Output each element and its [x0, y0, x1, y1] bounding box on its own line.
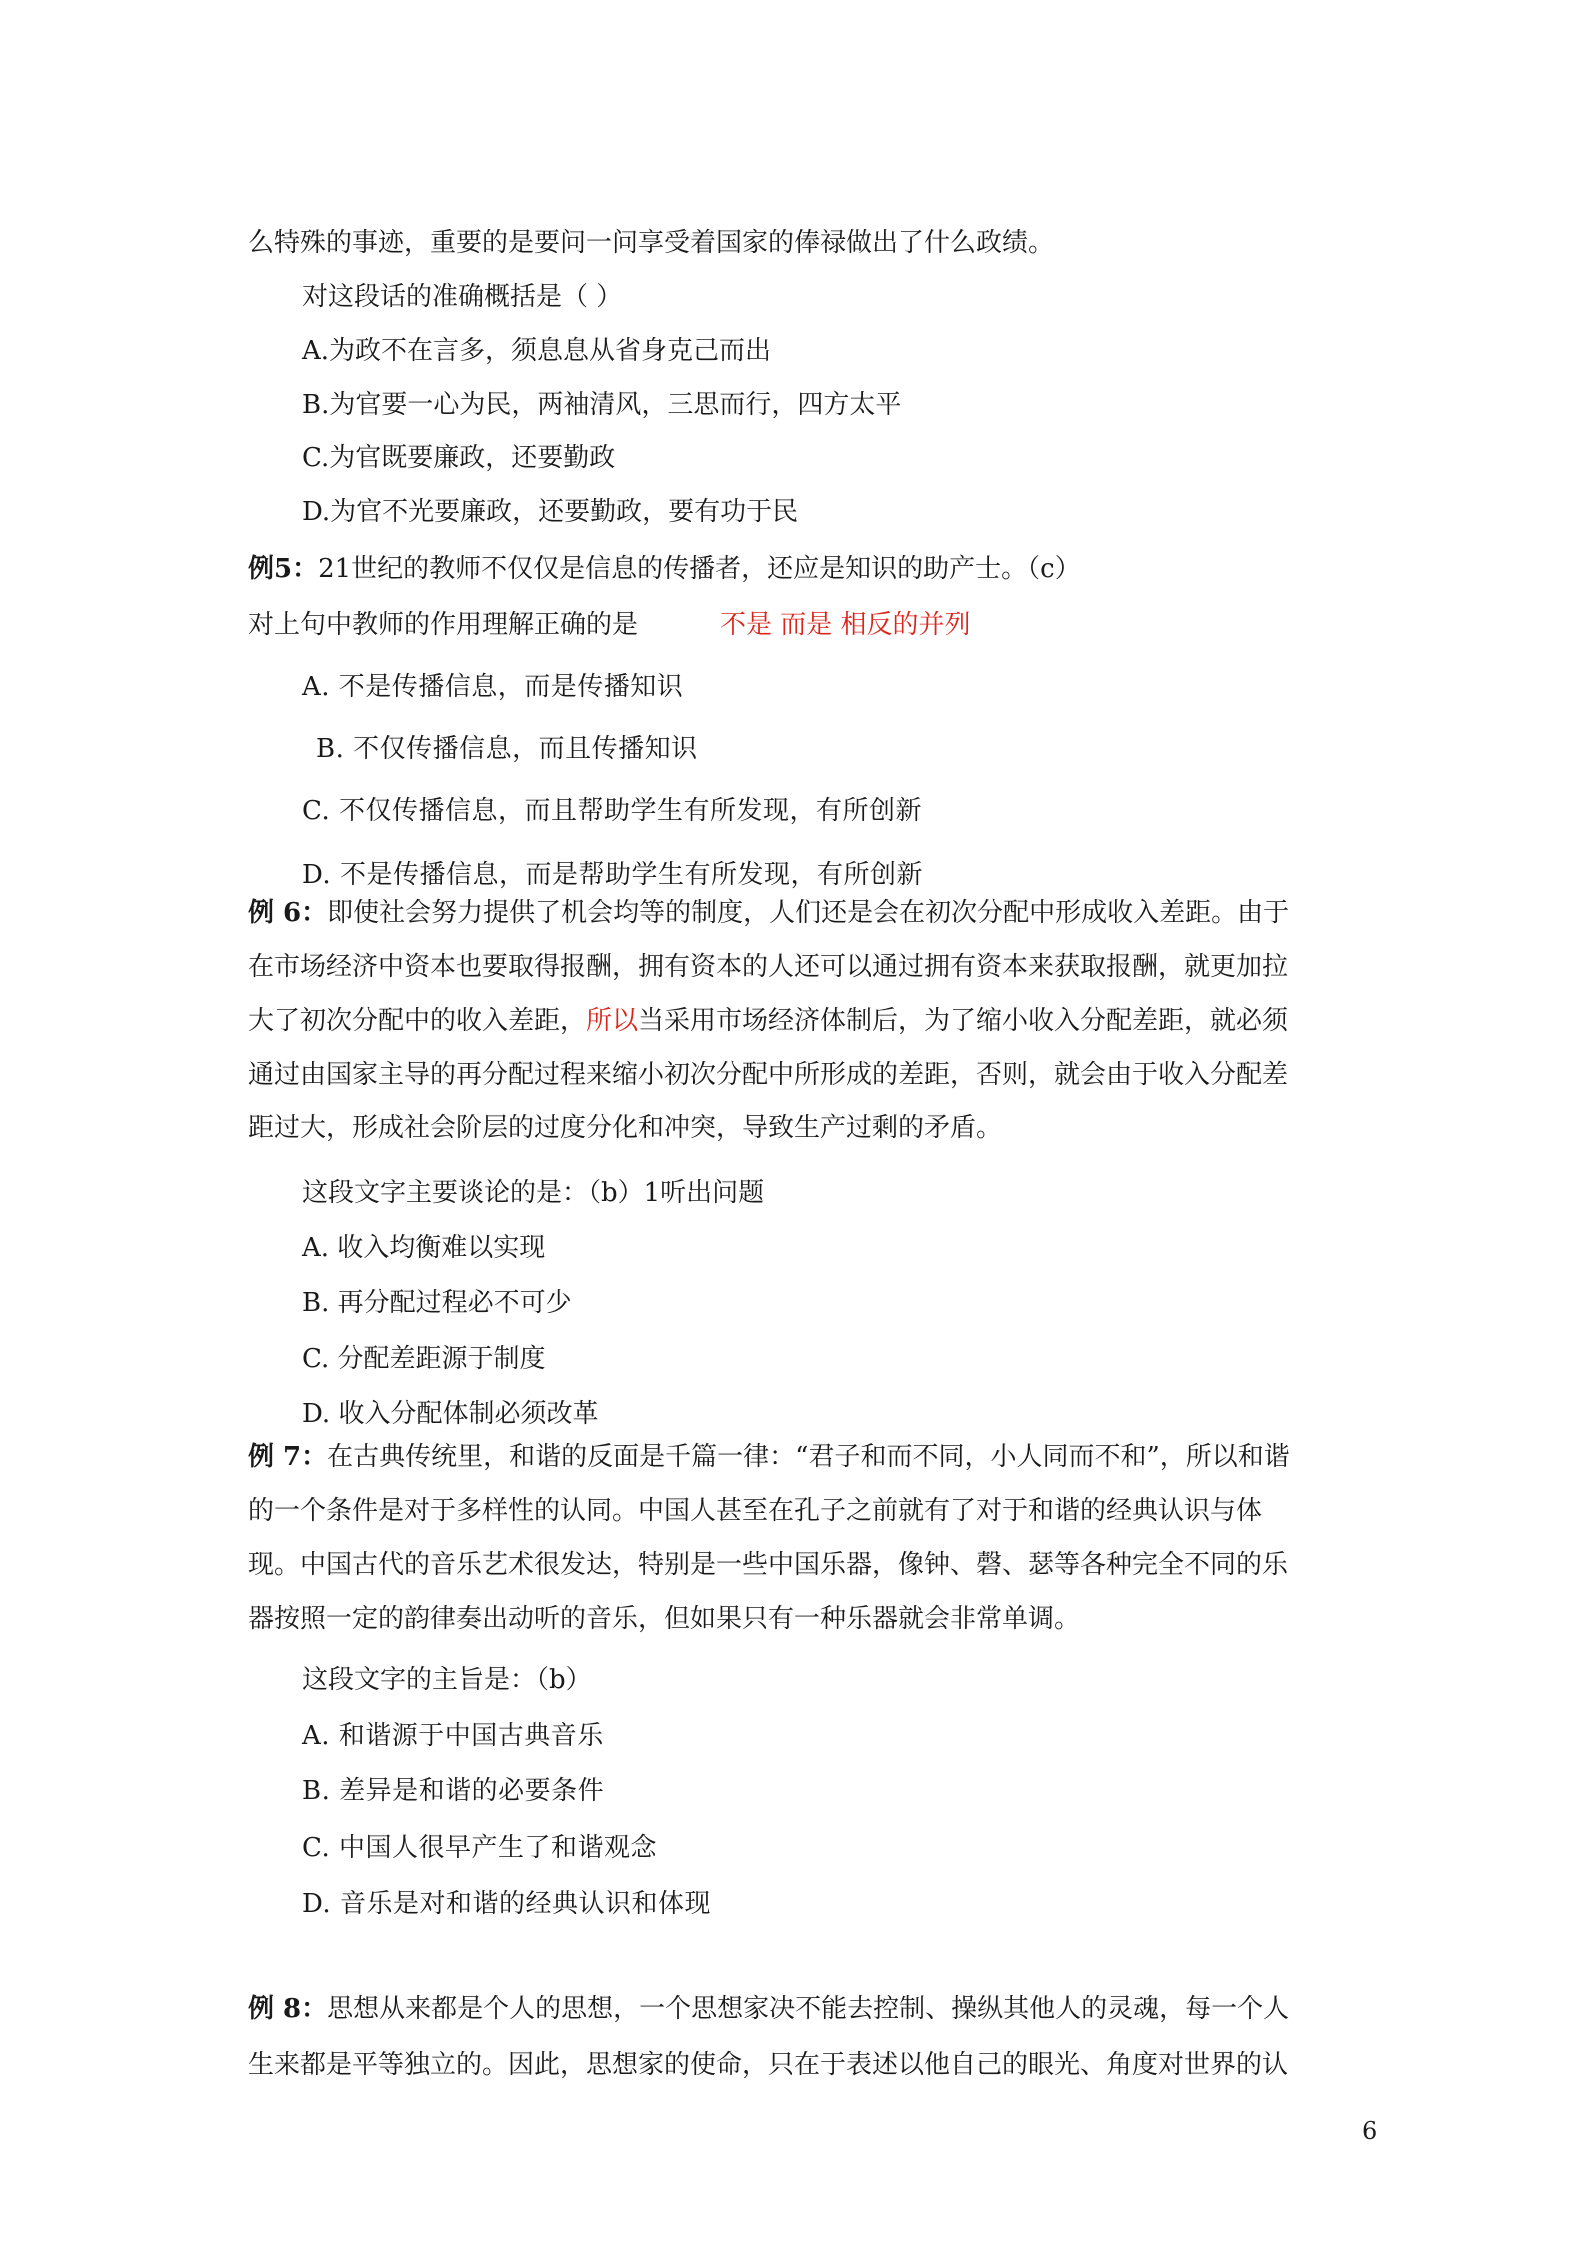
example-6-line-2: 在市场经济中资本也要取得报酬，拥有资本的人还可以通过拥有资本来获取报酬，就更加拉: [248, 952, 1289, 982]
example-7-label: 例 7：: [248, 1442, 328, 1472]
example-7-line-1-text: 在古典传统里，和谐的反面是千篇一律：“君子和而不同，小人同而不和”，所以和谐: [327, 1442, 1290, 1472]
example-7-line-4: 器按照一定的韵律奏出动听的音乐，但如果只有一种乐器就会非常单调。: [248, 1604, 1081, 1634]
example-8-label: 例 8：: [248, 1994, 328, 2024]
example-8-line-1-text: 思想从来都是个人的思想，一个思想家决不能去控制、操纵其他人的灵魂，每一个人: [327, 1994, 1290, 2024]
example-6-option-b: B. 再分配过程必不可少: [302, 1288, 572, 1318]
example-6-option-a: A. 收入均衡难以实现: [302, 1233, 546, 1263]
example-6-line-3-pre: 大了初次分配中的收入差距，: [248, 1006, 587, 1036]
example-5-prompt: 对上句中教师的作用理解正确的是: [248, 610, 639, 640]
example-5-label: 例5：: [248, 554, 319, 584]
example-6-label: 例 6：: [248, 898, 328, 928]
example-6-prompt: 这段文字主要谈论的是：（b）1听出问题: [302, 1178, 765, 1208]
example-7-line-1: [248, 1442, 1290, 1473]
example-8-line-1: [248, 1994, 1289, 2025]
example-6-option-d: D. 收入分配体制必须改革: [302, 1399, 599, 1429]
example-5-heading: [248, 554, 1081, 585]
example-5-option-c: C. 不仅传播信息，而且帮助学生有所发现，有所创新: [302, 796, 922, 826]
example-6-line-4: 通过由国家主导的再分配过程来缩小初次分配中所形成的差距，否则，就会由于收入分配差: [248, 1060, 1289, 1090]
example-8-line-2: 生来都是平等独立的。因此，思想家的使命，只在于表述以他自己的眼光、角度对世界的认: [248, 2050, 1289, 2080]
example-6-line-1-text: 即使社会努力提供了机会均等的制度，人们还是会在初次分配中形成收入差距。由于: [327, 898, 1290, 928]
example-7-option-c: C. 中国人很早产生了和谐观念: [302, 1833, 657, 1863]
example-7-option-d: D. 音乐是对和谐的经典认识和体现: [302, 1889, 711, 1919]
intro-option-a: A.为政不在言多，须息息从省身克己而出: [302, 336, 772, 366]
example-7-line-3: 现。中国古代的音乐艺术很发达，特别是一些中国乐器，像钟、磬、瑟等各种完全不同的乐: [248, 1550, 1289, 1580]
example-7-line-2: 的一个条件是对于多样性的认同。中国人甚至在孔子之前就有了对于和谐的经典认识与体: [248, 1496, 1263, 1526]
intro-option-d: D.为官不光要廉政，还要勤政，要有功于民: [302, 497, 799, 527]
example-7-option-b: B. 差异是和谐的必要条件: [302, 1776, 605, 1806]
example-5-note: 不是 而是 相反的并列: [720, 610, 971, 640]
example-5-text: 21世纪的教师不仅仅是信息的传播者，还应是知识的助产士。（c）: [318, 554, 1081, 584]
example-7-prompt: 这段文字的主旨是：（b）: [302, 1665, 592, 1695]
example-6-line-1: [248, 898, 1289, 929]
example-6-option-c: C. 分配差距源于制度: [302, 1344, 546, 1374]
example-6-line-3: [248, 1006, 1288, 1037]
intro-prompt: 对这段话的准确概括是（ ）: [302, 282, 623, 312]
example-6-line-3-post: 当采用市场经济体制后，为了缩小收入分配差距，就必须: [638, 1006, 1289, 1036]
example-5-option-d: D. 不是传播信息，而是帮助学生有所发现，有所创新: [302, 860, 923, 890]
example-5-option-a: A. 不是传播信息，而是传播知识: [302, 672, 684, 702]
intro-option-b: B.为官要一心为民，两袖清风，三思而行，四方太平: [302, 390, 902, 420]
example-5-option-b: B. 不仅传播信息，而且传播知识: [316, 734, 698, 764]
example-6-line-5: 距过大，形成社会阶层的过度分化和冲突，导致生产过剩的矛盾。: [248, 1113, 1003, 1143]
intro-line: 么特殊的事迹，重要的是要问一问享受着国家的俸禄做出了什么政绩。: [248, 228, 1055, 258]
page-number: 6: [1362, 2117, 1378, 2145]
example-7-option-a: A. 和谐源于中国古典音乐: [302, 1721, 604, 1751]
intro-option-c: C.为官既要廉政，还要勤政: [302, 443, 616, 473]
example-6-line-3-highlight: 所以: [586, 1006, 639, 1036]
